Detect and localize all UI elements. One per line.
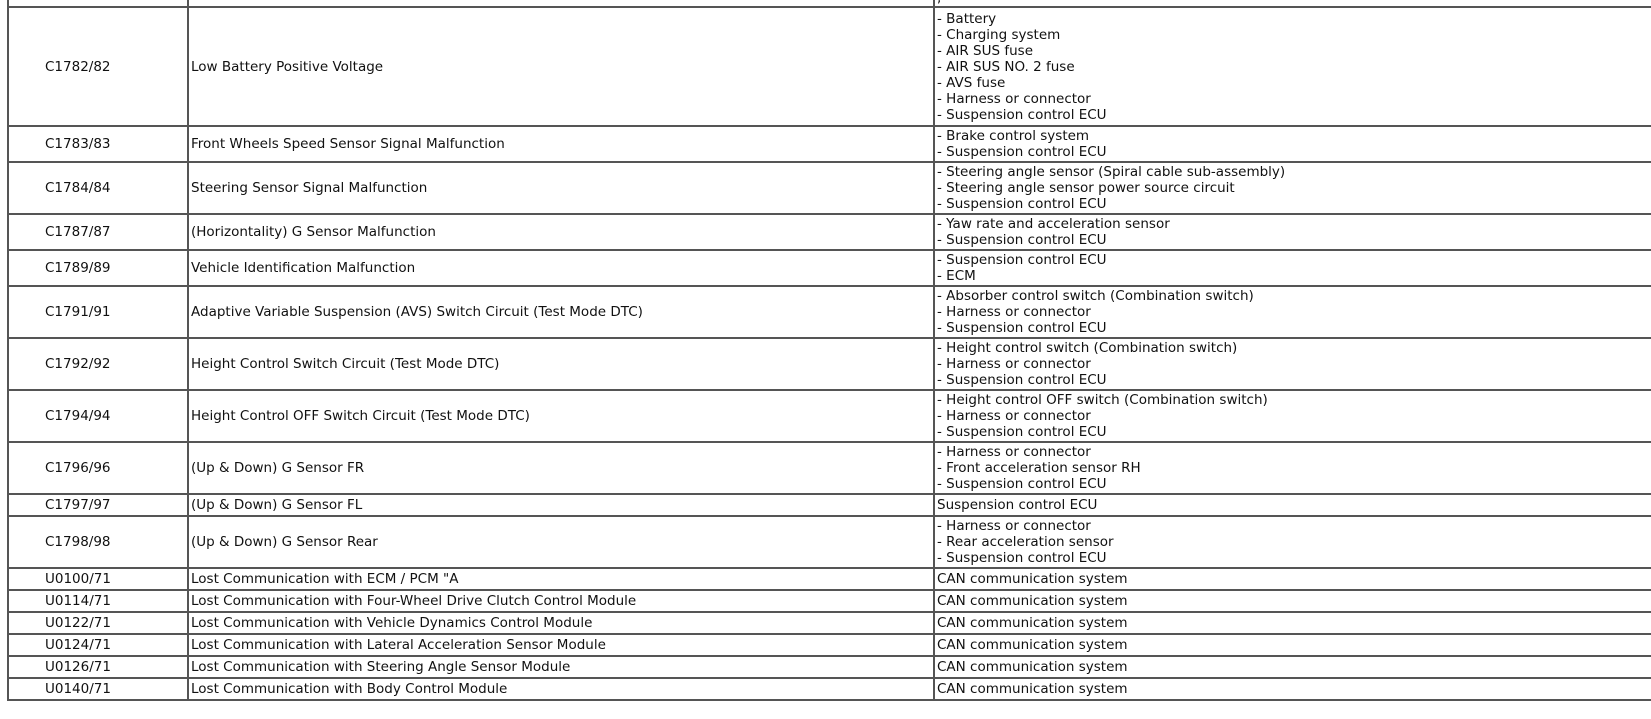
trouble-area-line: - AVS fuse xyxy=(937,74,1006,91)
trouble-area-line: CAN communication system xyxy=(937,637,1128,653)
trouble-area-cell xyxy=(934,442,1651,494)
table-row xyxy=(8,162,1651,214)
detection-item-cell: (Up & Down) G Sensor Rear xyxy=(188,516,934,568)
trouble-area-cell xyxy=(934,494,1651,516)
trouble-area-line: - Absorber control switch (Combination switch) xyxy=(937,288,1254,304)
trouble-area-cell xyxy=(934,0,1651,7)
table-row xyxy=(8,442,1651,494)
trouble-area-line: CAN communication system xyxy=(937,615,1128,631)
dtc-code-cell: C1784/84 xyxy=(8,162,188,214)
table-row xyxy=(8,390,1651,442)
dtc-code-cell: C1796/96 xyxy=(8,442,188,494)
trouble-area-line: CAN communication system xyxy=(937,571,1128,587)
detection-item-cell: Vehicle Identification Malfunction xyxy=(188,250,934,286)
trouble-area-line: - Suspension control ECU xyxy=(937,424,1107,440)
detection-item-cell: (Up & Down) G Sensor FL xyxy=(188,494,934,516)
trouble-area-line: - Battery xyxy=(937,10,997,27)
dtc-code-cell: C1791/91 xyxy=(8,286,188,338)
dtc-code-cell: C1783/83 xyxy=(8,126,188,162)
table-row xyxy=(8,590,1651,612)
trouble-area-line: - Front acceleration sensor RH xyxy=(937,460,1141,476)
trouble-area-cell xyxy=(934,634,1651,656)
table-row xyxy=(8,516,1651,568)
detection-item-cell: (Horizontality) G Sensor Malfunction xyxy=(188,214,934,250)
trouble-area-line: CAN communication system xyxy=(937,593,1128,609)
trouble-area-line: - Yaw rate and acceleration sensor xyxy=(937,216,1170,232)
trouble-area-line: - Suspension control ECU xyxy=(937,196,1107,212)
table-row xyxy=(8,612,1651,634)
table-row xyxy=(8,656,1651,678)
dtc-code-cell: C1782/82 xyxy=(8,7,188,126)
trouble-area-cell xyxy=(934,162,1651,214)
dtc-code-cell: U0126/71 xyxy=(8,656,188,678)
trouble-area-line: - Suspension control ECU xyxy=(937,550,1107,566)
dtc-table-body xyxy=(8,0,1651,700)
trouble-area-cell xyxy=(934,7,1651,126)
dtc-code-cell: C1787/87 xyxy=(8,214,188,250)
dtc-code-cell: C1798/98 xyxy=(8,516,188,568)
trouble-area-line: - Height control OFF switch (Combination switch) xyxy=(937,392,1268,408)
trouble-area-cell xyxy=(934,214,1651,250)
dtc-code-cell: C1789/89 xyxy=(8,250,188,286)
detection-item-cell: Lost Communication with Lateral Acceleration Sensor Module xyxy=(188,634,934,656)
trouble-area-line: - Brake control system xyxy=(937,128,1090,144)
table-row xyxy=(8,568,1651,590)
trouble-area-line: - Suspension control ECU xyxy=(937,372,1107,388)
dtc-code-cell: U0124/71 xyxy=(8,634,188,656)
trouble-area-cell xyxy=(934,250,1651,286)
table-row xyxy=(8,494,1651,516)
table-row xyxy=(8,250,1651,286)
trouble-area-line: - Rear acceleration sensor xyxy=(937,534,1114,550)
trouble-area-line: - Suspension control ECU xyxy=(937,252,1107,268)
dtc-code-cell: C1792/92 xyxy=(8,338,188,390)
detection-item-cell: Steering Sensor Signal Malfunction xyxy=(188,162,934,214)
trouble-area-line: - Suspension control ECU xyxy=(937,106,1107,123)
trouble-area-line: - Harness or connector xyxy=(937,518,1091,534)
detection-item-cell: Lost Communication with Four-Wheel Drive Clutch Control Module xyxy=(188,590,934,612)
detection-item-cell: Low Battery Positive Voltage xyxy=(188,7,934,126)
trouble-area-cell xyxy=(934,612,1651,634)
table-row xyxy=(8,338,1651,390)
detection-item-cell: Height Control OFF Switch Circuit (Test Mode DTC) xyxy=(188,390,934,442)
trouble-area-line: - Height control switch (Combination switch) xyxy=(937,340,1238,356)
table-row xyxy=(8,286,1651,338)
trouble-area-line: - Charging system xyxy=(937,26,1061,43)
trouble-area-line: - Harness or connector xyxy=(937,408,1091,424)
dtc-code-cell: U0122/71 xyxy=(8,612,188,634)
dtc-code-cell: U0114/71 xyxy=(8,590,188,612)
trouble-area-line: CAN communication system xyxy=(937,659,1128,675)
trouble-area-line: - Harness or connector xyxy=(937,356,1091,372)
detection-item-cell: Height Control Switch Circuit (Test Mode DTC) xyxy=(188,338,934,390)
table-row xyxy=(8,678,1651,700)
dtc-table-container xyxy=(7,0,1651,701)
table-row xyxy=(8,634,1651,656)
trouble-area-line: - Steering angle sensor (Spiral cable sub-assembly) xyxy=(937,164,1286,180)
detection-item-cell: Lost Communication with Body Control Module xyxy=(188,678,934,700)
trouble-area-line: - Suspension control ECU xyxy=(937,232,1107,248)
trouble-area-line: - Suspension control ECU xyxy=(937,476,1107,492)
trouble-area-line: - AIR SUS fuse xyxy=(937,42,1034,59)
detection-item-cell: Adaptive Variable Suspension (AVS) Switch Circuit (Test Mode DTC) xyxy=(188,286,934,338)
trouble-area-cell xyxy=(934,656,1651,678)
trouble-area-cell xyxy=(934,678,1651,700)
trouble-area-line: Suspension control ECU xyxy=(937,497,1098,513)
detection-item-cell: Front Wheels Speed Sensor Signal Malfunction xyxy=(188,126,934,162)
trouble-area-line: - Harness or connector xyxy=(937,304,1091,320)
dtc-code-cell: C1797/97 xyxy=(8,494,188,516)
table-row xyxy=(8,126,1651,162)
table-row xyxy=(8,7,1651,126)
trouble-area-line: - Steering angle sensor power source circuit xyxy=(937,180,1235,196)
trouble-area-line: - Suspension control ECU xyxy=(937,144,1107,160)
dtc-table xyxy=(7,0,1651,701)
detection-item-cell: Lost Communication with Vehicle Dynamics Control Module xyxy=(188,612,934,634)
detection-item-cell: Lost Communication with ECM / PCM "A xyxy=(188,568,934,590)
description-cell xyxy=(188,0,934,7)
trouble-area-line: - Suspension control ECU xyxy=(937,320,1107,336)
trouble-area-cell xyxy=(934,126,1651,162)
trouble-area-line: - AIR SUS NO. 2 fuse xyxy=(937,58,1075,75)
trouble-area-line: - ECM xyxy=(937,268,976,284)
trouble-area-line: CAN communication system xyxy=(937,681,1128,697)
trouble-area-cell xyxy=(934,568,1651,590)
trouble-area-cell xyxy=(934,286,1651,338)
trouble-area-cell xyxy=(934,390,1651,442)
dtc-code-cell: U0100/71 xyxy=(8,568,188,590)
trouble-area-cell xyxy=(934,338,1651,390)
table-row-partial xyxy=(8,0,1651,7)
trouble-area-line: - Harness or connector xyxy=(937,444,1091,460)
trouble-area-cell xyxy=(934,516,1651,568)
trouble-area-cell xyxy=(934,590,1651,612)
detection-item-cell: (Up & Down) G Sensor FR xyxy=(188,442,934,494)
detection-item-cell: Lost Communication with Steering Angle Sensor Module xyxy=(188,656,934,678)
trouble-area-line: - Harness or connector xyxy=(937,90,1091,107)
table-row xyxy=(8,214,1651,250)
code-cell xyxy=(8,0,188,7)
dtc-code-cell: U0140/71 xyxy=(8,678,188,700)
dtc-code-cell: C1794/94 xyxy=(8,390,188,442)
